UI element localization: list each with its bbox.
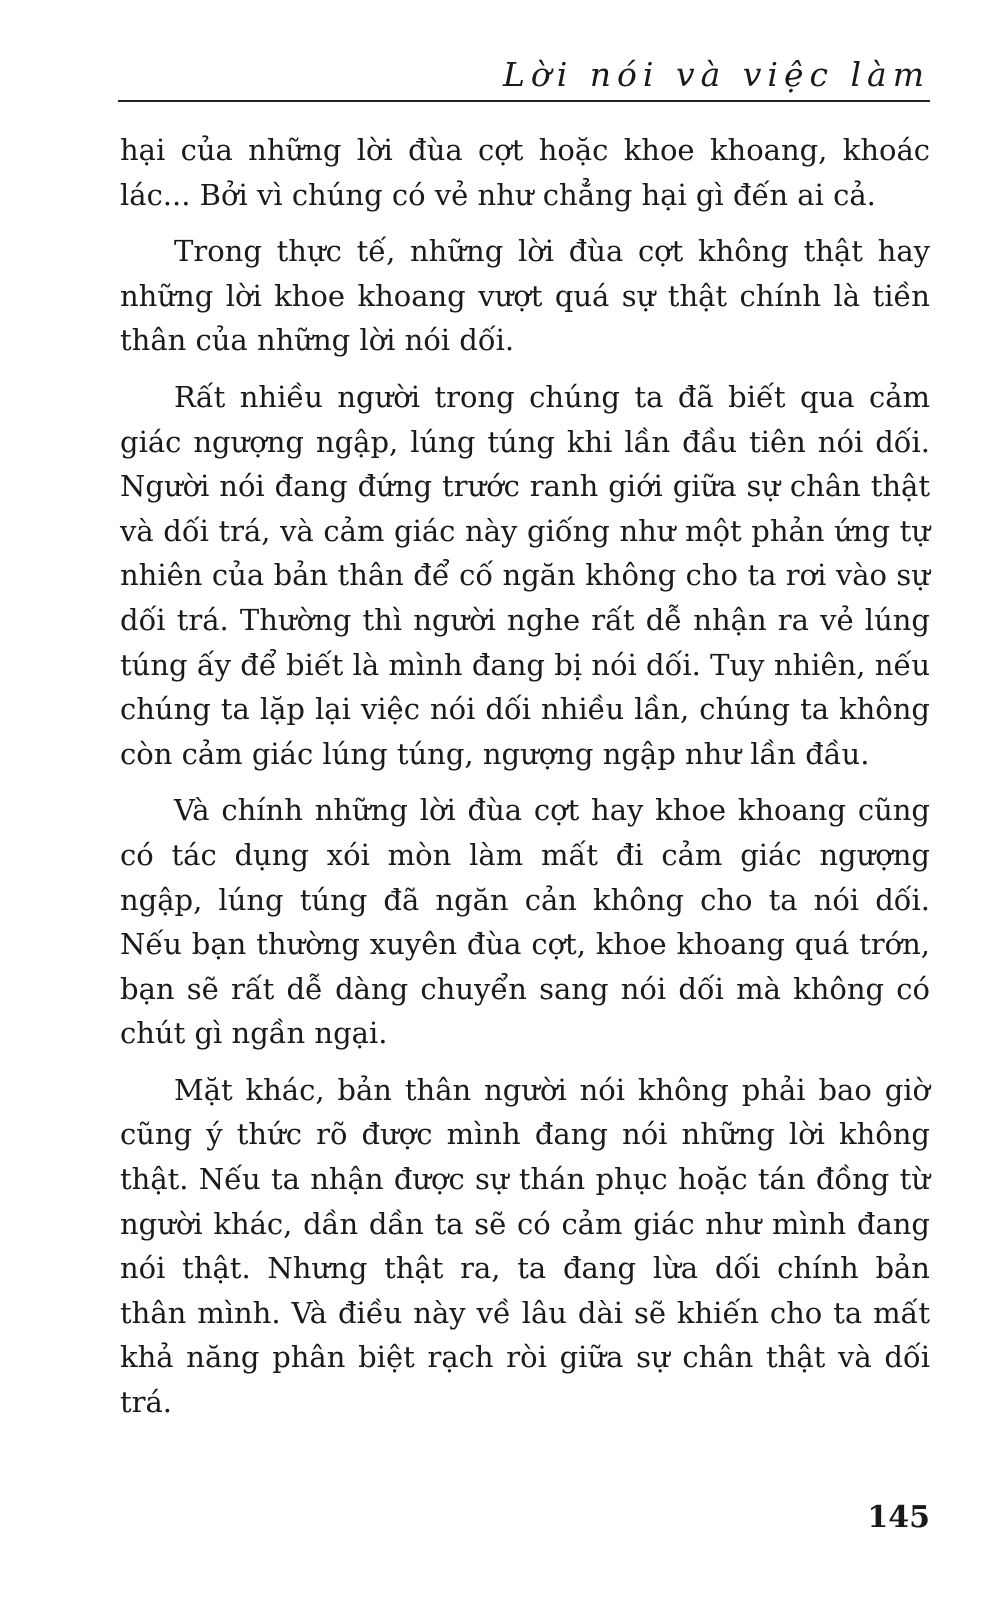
paragraph: Và chính những lời đùa cợt hay khoe khoang cũng có tác dụng xói mòn làm mất đi cảm giác ngượng ngập, lúng túng đã ngăn cản không cho ta nói dối. Nếu bạn thường xuyên đùa cợt, khoe khoang quá trớn, bạn sẽ rất dễ dàng chuyển sang nói dối mà không có chút gì ngần ngại. <box>120 793 930 1051</box>
paragraph: Mặt khác, bản thân người nói không phải bao giờ cũng ý thức rõ được mình đang nói những lời không thật. Nếu ta nhận được sự thán phục hoặc tán đồng từ người khác, dần dần ta sẽ có cảm giác như mình đang nói thật. Nhưng thật ra, ta đang lừa dối chính bản thân mình. Và điều này về lâu dài sẽ khiến cho ta mất khả năng phân biệt rạch ròi giữa sự chân thật và dối trá. <box>120 1072 930 1420</box>
paragraph: Rất nhiều người trong chúng ta đã biết qua cảm giác ngượng ngập, lúng túng khi lần đầu tiên nói dối. Người nói đang đứng trước ranh giới giữa sự chân thật và dối trá, và cảm giác này giống như một phản ứng tự nhiên của bản thân để cố ngăn không cho ta rơi vào sự dối trá. Thường thì người nghe rất dễ nhận ra vẻ lúng túng ấy để biết là mình đang bị nói dối. Tuy nhiên, nếu chúng ta lặp lại việc nói dối nhiều lần, chúng ta không còn cảm giác lúng túng, ngượng ngập như lần đầu. <box>120 379 930 771</box>
paragraph: Trong thực tế, những lời đùa cợt không thật hay những lời khoe khoang vượt quá sự thật chính là tiền thân của những lời nói dối. <box>120 234 930 358</box>
running-header <box>118 50 930 102</box>
body-text <box>120 128 930 1437</box>
running-header-title: Lời nói và việc làm <box>502 55 930 94</box>
page-number: 145 <box>867 1500 930 1535</box>
paragraph-continued: hại của những lời đùa cợt hoặc khoe khoang, khoác lác... Bởi vì chúng có vẻ như chẳng hại gì đến ai cả. <box>120 133 930 212</box>
